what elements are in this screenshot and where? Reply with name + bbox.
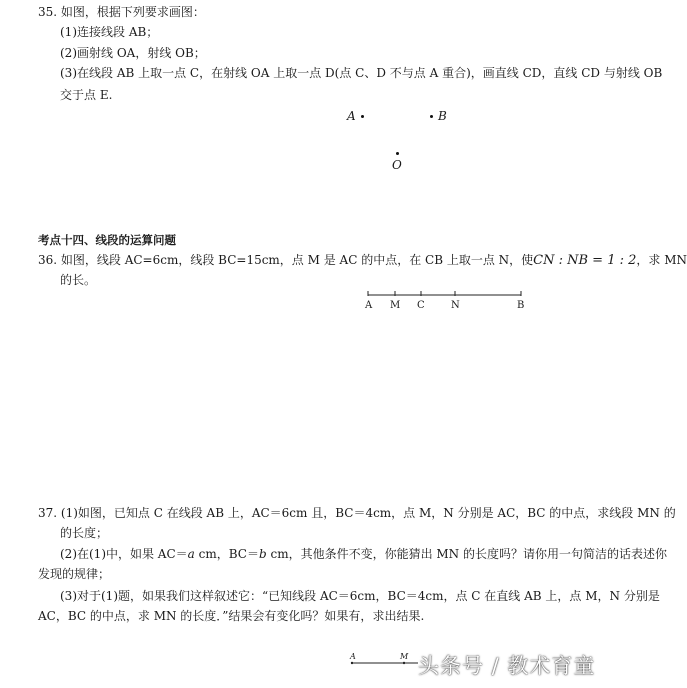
q36-label-b: B (517, 300, 525, 311)
q35-line-3: (2)画射线 OA，射线 OB； (60, 46, 206, 60)
q37-segment-figure (348, 660, 428, 666)
q36-line-1-tail: ，求 MN (636, 253, 687, 267)
q37-line-2: 的长度； (60, 526, 109, 540)
q36-label-c: C (417, 300, 425, 311)
q37-line-6: AC，BC 的中点，求 MN 的长度．”结果会有变化吗？如果有，求出结果. (38, 609, 425, 623)
q36-label-a: A (365, 300, 373, 311)
q37-line-4: 发现的规律； (38, 567, 111, 581)
q37-line-1: 37. (1)如图，已知点 C 在线段 AB 上，AC＝6cm 且，BC＝4cm，点 M，N 分别是 AC，BC 的中点，求线段 MN 的 (38, 506, 676, 520)
q36-label-m: M (390, 300, 401, 311)
q35-line-4: (3)在线段 AB 上取一点 C，在射线 OA 上取一点 D(点 C、D 不与点 A 重合)，画直线 CD，直线 CD 与射线 OB (60, 66, 663, 80)
q37-label-m: M (400, 652, 409, 661)
q37-line-3-mid: cm，BC＝ (194, 547, 259, 561)
q37-line-5: (3)对于(1)题，如果我们这样叙述它：“已知线段 AC＝6cm，BC＝4cm，点 C 在直线 AB 上，点 M，N 分别是 (60, 589, 660, 603)
q36-segment-figure (360, 288, 540, 304)
q37-point-a (351, 662, 353, 664)
q37-variable-b: b (258, 547, 267, 561)
q35-line-5: 交于点 E. (60, 88, 113, 102)
section-14-heading: 考点十四、线段的运算问题 (38, 233, 176, 247)
q37-line-3 (60, 546, 667, 562)
q36-line-1 (38, 252, 687, 269)
q36-line-1-text: 36. 如图，线段 AC=6cm，线段 BC=15cm，点 M 是 AC 的中点，在 CB 上取一点 N，使 (38, 253, 534, 267)
q35-point-a (361, 115, 364, 118)
q37-line-3-text: (2)在(1)中，如果 AC＝ (60, 547, 188, 561)
q35-label-b: B (438, 109, 447, 123)
q36-ratio-formula: CN : NB = 1 : 2 (533, 253, 637, 268)
q35-point-o (396, 152, 399, 155)
q36-line-2: 的长。 (60, 273, 97, 287)
q37-variable-a: a (187, 547, 195, 561)
watermark-text: 头条号 / 教术育童 (418, 654, 596, 678)
q35-label-a: A (347, 109, 356, 123)
q37-line-3-tail: cm，其他条件不变，你能猜出 MN 的长度吗？请你用一句简洁的话表述你 (266, 547, 667, 561)
q37-label-a: A (350, 652, 356, 661)
q35-label-o: O (392, 158, 402, 172)
q36-label-n: N (451, 300, 460, 311)
q35-point-b (430, 115, 433, 118)
q37-point-m (403, 662, 405, 664)
q35-line-1: 35. 如图，根据下列要求画图： (38, 5, 205, 19)
q35-line-2: (1)连接线段 AB； (60, 25, 159, 39)
